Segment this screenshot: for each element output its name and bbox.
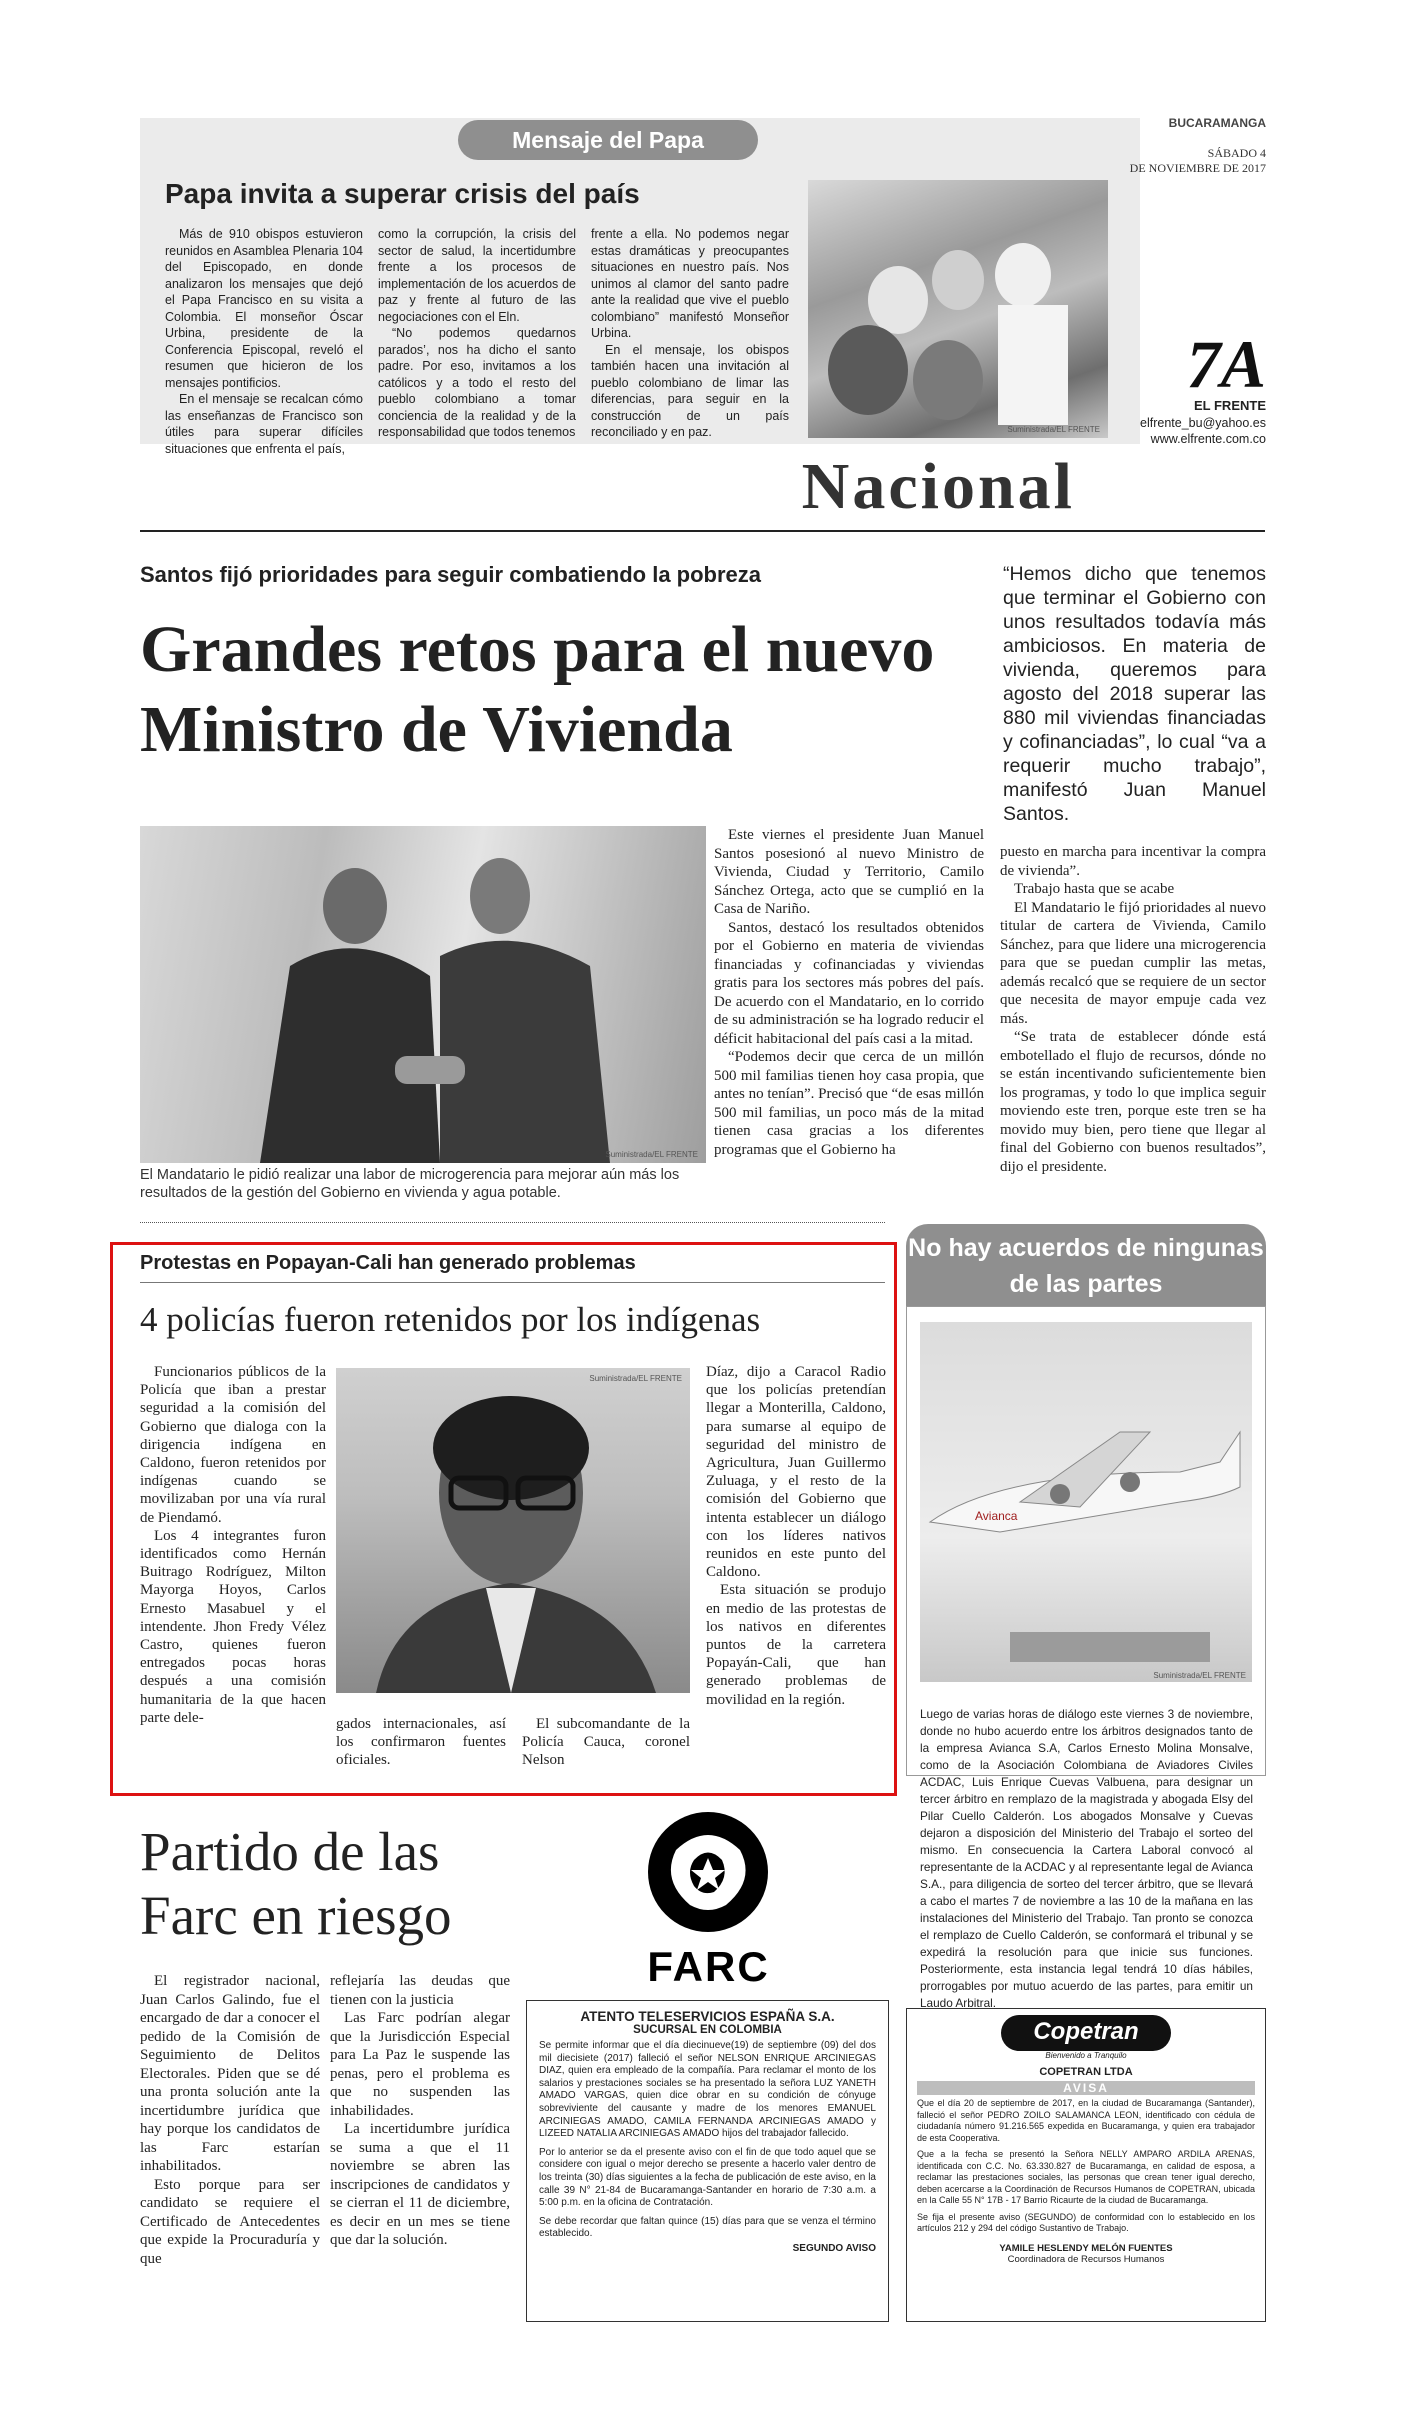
header-city: BUCARAMANGA xyxy=(1168,116,1266,130)
avianca-photo xyxy=(920,1322,1252,1682)
aviso-atento-footer: SEGUNDO AVISO xyxy=(792,2242,876,2254)
aviso-atento-subtitle: SUCURSAL EN COLOMBIA xyxy=(633,2024,782,2036)
farc-col2: reflejaría las deudas que tienen con la justicia Las Farc podrían alegar que la Jurisdicción Especial para La Paz le suspende las penas, pero el problema es que no suspenden las inhabilidades. La incertidumbre jurídica se suma a que el 11 noviembre se abren las inscripciones de candidatos y se cierran el 11 de diciembre, es decir en un mes se tiene que dar la solución. xyxy=(330,1973,510,2248)
copetran-label: AVISA xyxy=(917,2081,1255,2095)
farc-col1: El registrador nacional, Juan Carlos Galindo, fue el encargado de dar a conocer el pedido de la Comisión de Seguimiento de Delitos Electorales. Piden que se dé una pronta solución ante la incertidumbre jurídica que hay porque los candidatos de las Farc estarían inhabilitados. Esto porque para ser candidato se requiere el Certificado de Antecedentes que expide la Procuraduría y que xyxy=(140,1973,320,2267)
policias-rule xyxy=(140,1282,885,1283)
header-date: DE NOVIEMBRE DE 2017 xyxy=(1129,161,1266,175)
vivienda-col2: puesto en marcha para incentivar la compra de vivienda”. Trabajo hasta que se acabe El Mandatario le fijó prioridades al nuevo titular de cartera de Vivienda, Camilo Sánchez, para que lidere una microgerencia para que se puedan cumplir las metas, además recalcó que se requiere de un sector que necesita de mayor empuje cada vez más. “Se trata de establecer dónde está embotellado el flujo de recursos, dónde no se están incentivando suficientemente bien los programas, y todo lo que implica seguir moviendo este tren, porque este tren se ha movido muy bien, pero tiene que llegar al final del Gobierno con buenos resultados”, dijo el presidente. xyxy=(1000,844,1266,1175)
copetran-p2: Que a la fecha se presentó la Señora NELLY AMPARO ARDILA ARENAS, identificada con C.C. No. 63.330.827 de Bucaramanga, en calidad de esposa, a reclamar las prestaciones sociales, las personas que crean tener igual derecho, deben acercarse a la Coordinación de Recursos Humanos de COPETRAN, ubicada en la Calle 55 N° 17B - 17 Barrio Ricaurte de la ciudad de Bucaramanga. xyxy=(917,2149,1255,2205)
acuerdos-tag: No hay acuerdos de ningunas de las partes xyxy=(906,1224,1266,1306)
vivienda-caption: El Mandatario le pidió realizar una labor de microgerencia para mejorar aún más los resultados de la gestión del Gobierno en vivienda y agua potable. xyxy=(140,1167,680,1201)
santos-handshake-image xyxy=(140,826,706,1163)
avianca-plane-image xyxy=(920,1322,1252,1682)
vivienda-col1: Este viernes el presidente Juan Manuel Santos posesionó al nuevo Ministro de Vivienda, Ciudad y Territorio, Camilo Sánchez Ortega, acto que se cumplió en la Casa de Nariño. Santos, destacó los resultados obtenidos por el Gobierno en materia de viviendas financiadas y cofinanciadas y viviendas gratis para los sectores más pobres del país. De acuerdo con el Mandatario, en lo corrido de su administración se ha logrado reducir el déficit habitacional del país casi a la mitad. “Podemos decir que cerca de un millón 500 mil familias tienen hoy casa propia, que antes no tenían”. Precisó que “de esas millón 500 mil familias, un poco más de la mitad tienen casa gracias a los diferentes programas que el Gobierno ha xyxy=(714,827,984,1158)
section-rule xyxy=(140,530,1265,532)
page-number: 7A xyxy=(1186,326,1266,402)
mid-rule xyxy=(140,1222,885,1224)
vivienda-quote: “Hemos dicho que tenemos que terminar el Gobierno con unos resultados todavía más ambiciosos. En materia de vivienda, queremos para agosto del 2018 superar las 880 mil viviendas financiadas y cofinanciadas”, lo cual “va a requerir mucho trabajo”, manifestó Juan Manuel Santos. xyxy=(1003,563,1266,825)
aviso-atento-p1: Se permite informar que el día diecinueve(19) de septiembre (09) del dos mil diecisiete (2017) falleció el señor NELSON ENRIQUE ARCINIEGAS DIAZ, quien era empleado de la compañía. Para reclamar el monto de los salarios y prestaciones sociales se ha presentado la señora LUZ YANETH AMADO VARGAS, quien dice obrar en su condición de cónyuge sobreviviente del causante y madre de los menores EMANUEL ARCINIEGAS AMADO, CAMILA FERNANDA ARCINIEGAS AMADO y LIZEED NATALIA ARCINIEGAS AMADO hijos del trabajador fallecido. xyxy=(539,2040,876,2140)
aviso-copetran xyxy=(906,2008,1266,2322)
police-officer-portrait xyxy=(336,1368,690,1693)
copetran-signer-role: Coordinadora de Recursos Humanos xyxy=(1007,2253,1165,2265)
copetran-logo: Copetran xyxy=(1001,2015,1171,2051)
header-email[interactable]: elfrente_bu@yahoo.es xyxy=(1140,416,1266,430)
papa-tag: Mensaje del Papa xyxy=(458,120,758,160)
policias-photo xyxy=(336,1368,690,1693)
farc-headline: Partido de las Farc en riesgo xyxy=(140,1821,452,1946)
aviso-atento-title: ATENTO TELESERVICIOS ESPAÑA S.A. xyxy=(580,2009,835,2024)
papa-col1: Más de 910 obispos estuvieron reunidos en Asamblea Plenaria 104 del Episcopado, en donde analizaron los mensajes que dejó el Papa Francisco en su visita a Colombia. El monseñor Óscar Urbina, presidente de la Conferencia Episcopal, reveló el resumen que hicieron de los mensajes pontificios. En el mensaje se recalcan cómo las enseñanzas de Francisco son útiles para superar difíciles situaciones que enfrenta el país, xyxy=(165,227,363,456)
policias-headline: 4 policías fueron retenidos por los indígenas xyxy=(140,1300,761,1339)
policias-col3: El subcomandante de la Policía Cauca, coronel Nelson xyxy=(522,1716,690,1769)
copetran-company: COPETRAN LTDA xyxy=(1039,2066,1133,2078)
policias-col2: gados internacionales, así los confirmaron fuentes oficiales. xyxy=(336,1716,506,1769)
policias-col1: Funcionarios públicos de la Policía que iban a prestar seguridad a la comisión del Gobierno que dialoga con la dirigencia indígena en Caldono, fueron retenidos por indígenas cuando se movilizaban por una vía rural de Piendamó. Los 4 integrantes furon identificados como Hernán Buitrago Rodríguez, Milton Mayorga Hoyos, Carlos Ernesto Masabuel y el intendente. Jhon Fredy Vélez Castro, quienes fueron entregados pocas horas después a una comisión humanitaria de la que hacen parte dele- xyxy=(140,1364,326,1726)
vivienda-photo-credit: Suministrada/EL FRENTE xyxy=(605,1150,698,1159)
policias-photo-credit: Suministrada/EL FRENTE xyxy=(589,1374,682,1383)
policias-kicker: Protestas en Popayan-Cali han generado problemas xyxy=(140,1252,636,1274)
copetran-logo-sub: Bienvenido a Tranquilo xyxy=(1045,2051,1127,2060)
farc-logo xyxy=(606,1810,811,1990)
aviso-atento-p3: Se debe recordar que faltan quince (15) días para que se venza el término establecido. xyxy=(539,2215,876,2240)
paper-name: EL FRENTE xyxy=(1194,398,1266,413)
farc-rose-icon xyxy=(606,1810,811,1940)
pope-children-image xyxy=(808,180,1108,438)
section-title: Nacional xyxy=(801,450,1075,523)
papa-title: Papa invita a superar crisis del país xyxy=(165,178,640,209)
copetran-p1: Que el día 20 de septiembre de 2017, en la ciudad de Bucaramanga (Santander), falleció el señor PEDRO ZOILO SALAMANCA LEON, identificado con cédula de ciudadanía número 91.216.565 expedida en Bucaramanga, y quien era trabajador de esta Cooperativa. xyxy=(917,2098,1255,2143)
vivienda-subhead: Trabajo hasta que se acabe xyxy=(1014,881,1175,897)
acuerdos-body: Luego de varias horas de diálogo este viernes 3 de noviembre, donde no hubo acuerdo entre los árbitros designados tanto de la empresa Avianca S.A, Carlos Ernesto Molina Monsalve, como de la Asociación Colombiana de Aviadores Civiles ACDAC, Luis Enrique Cuevas Valbuena, para designar un tercer árbitro en remplazo de la magistrada y abogada Elsy del Pilar Cuello Calderón. Los abogados Monsalve y Cuevas dejaron a disposición del Ministerio del Trabajo el sorteo del mismo. En consecuencia la Cartera Laboral convocó al representante de la ACDAC y al representante legal de Avianca S.A., para diligencia de sorteo del tercer árbitro, que se llevará a cabo el martes 7 de noviembre a las 10 de la mañana en las instalaciones del Ministerio del Trabajo. Tan pronto se conozca el remplazo de Cuello Calderón, se conformará el tribunal y se expedirá la resolución para que inicie sus funciones. Posteriormente, esta instancia legal tendrá 10 días hábiles, prorrogables por mutuo acuerdo de las partes, para emitir un Laudo Arbitral. xyxy=(920,1707,1253,2010)
policias-col4: Díaz, dijo a Caracol Radio que los policías pretendían llegar a Monterilla, Caldono, para sumarse al equipo de seguridad del ministro de Agricultura, Juan Guillermo Zuluaga, y el resto de la comisión del Gobierno que intenta establecer un diálogo con los líderes nativos reunidos en este punto del Caldono. Esta situación se produjo en medio de las protestas de los nativos en diferentes puntos de la carretera Popayán-Cali, que han generado problemas de movilidad en la región. xyxy=(706,1364,886,1708)
aviso-atento-p2: Por lo anterior se da el presente aviso con el fin de que todo aquel que se considere con igual o mejor derecho se presente a hacerlo valer dentro de los treinta (30) días siguientes a la fecha de publicación de este aviso, en la calle 39 N° 21-84 de Bucaramanga-Santander en horario de 7:30 a.m. a 5:00 p.m. en la oficina de Contratación. xyxy=(539,2146,876,2209)
vivienda-kicker: Santos fijó prioridades para seguir combatiendo la pobreza xyxy=(140,562,762,587)
acuerdos-photo-credit: Suministrada/EL FRENTE xyxy=(1153,1671,1246,1680)
papa-photo-credit: Suministrada/EL FRENTE xyxy=(1007,425,1100,434)
aviso-atento xyxy=(526,2000,889,2322)
papa-col2: como la corrupción, la crisis del sector de salud, la incertidumbre frente a los procesos de implementación de los acuerdos de paz y frente al futuro de las negociaciones con el Eln. “No podemos quedarnos parados’, nos ha dicho el santo padre. Por eso, invitamos a los católicos y a todo el resto del pueblo colombiano a tomar conciencia de la realidad y de la responsabilidad que todos tenemos xyxy=(378,227,576,439)
header-website[interactable]: www.elfrente.com.co xyxy=(1150,432,1266,446)
papa-col3: frente a ella. No podemos negar estas dramáticas y preocupantes situaciones en nuestro país. Nos unimos al clamor del santo padre ante la realidad que vive el pueblo colombiano” manifestó Monseñor Urbina. En el mensaje, los obispos también hacen una invitación al pueblo colombiano de limar las diferencias, para seguir en la construcción de un país reconciliado y en paz. xyxy=(591,227,789,439)
copetran-p3: Se fija el presente aviso (SEGUNDO) de conformidad con lo establecido en los artículos 212 y 294 del código Sustantivo de Trabajo. xyxy=(917,2211,1255,2233)
vivienda-photo xyxy=(140,826,706,1163)
vivienda-headline: Grandes retos para el nuevo Ministro de Vivienda xyxy=(140,613,935,766)
header-day: SÁBADO 4 xyxy=(1207,146,1266,160)
farc-logo-text: FARC xyxy=(647,1943,770,1990)
copetran-signer: YAMILE HESLENDY MELÓN FUENTES xyxy=(999,2242,1173,2254)
plane-brand-text: Avianca xyxy=(975,1509,1018,1523)
papa-photo xyxy=(808,180,1108,438)
